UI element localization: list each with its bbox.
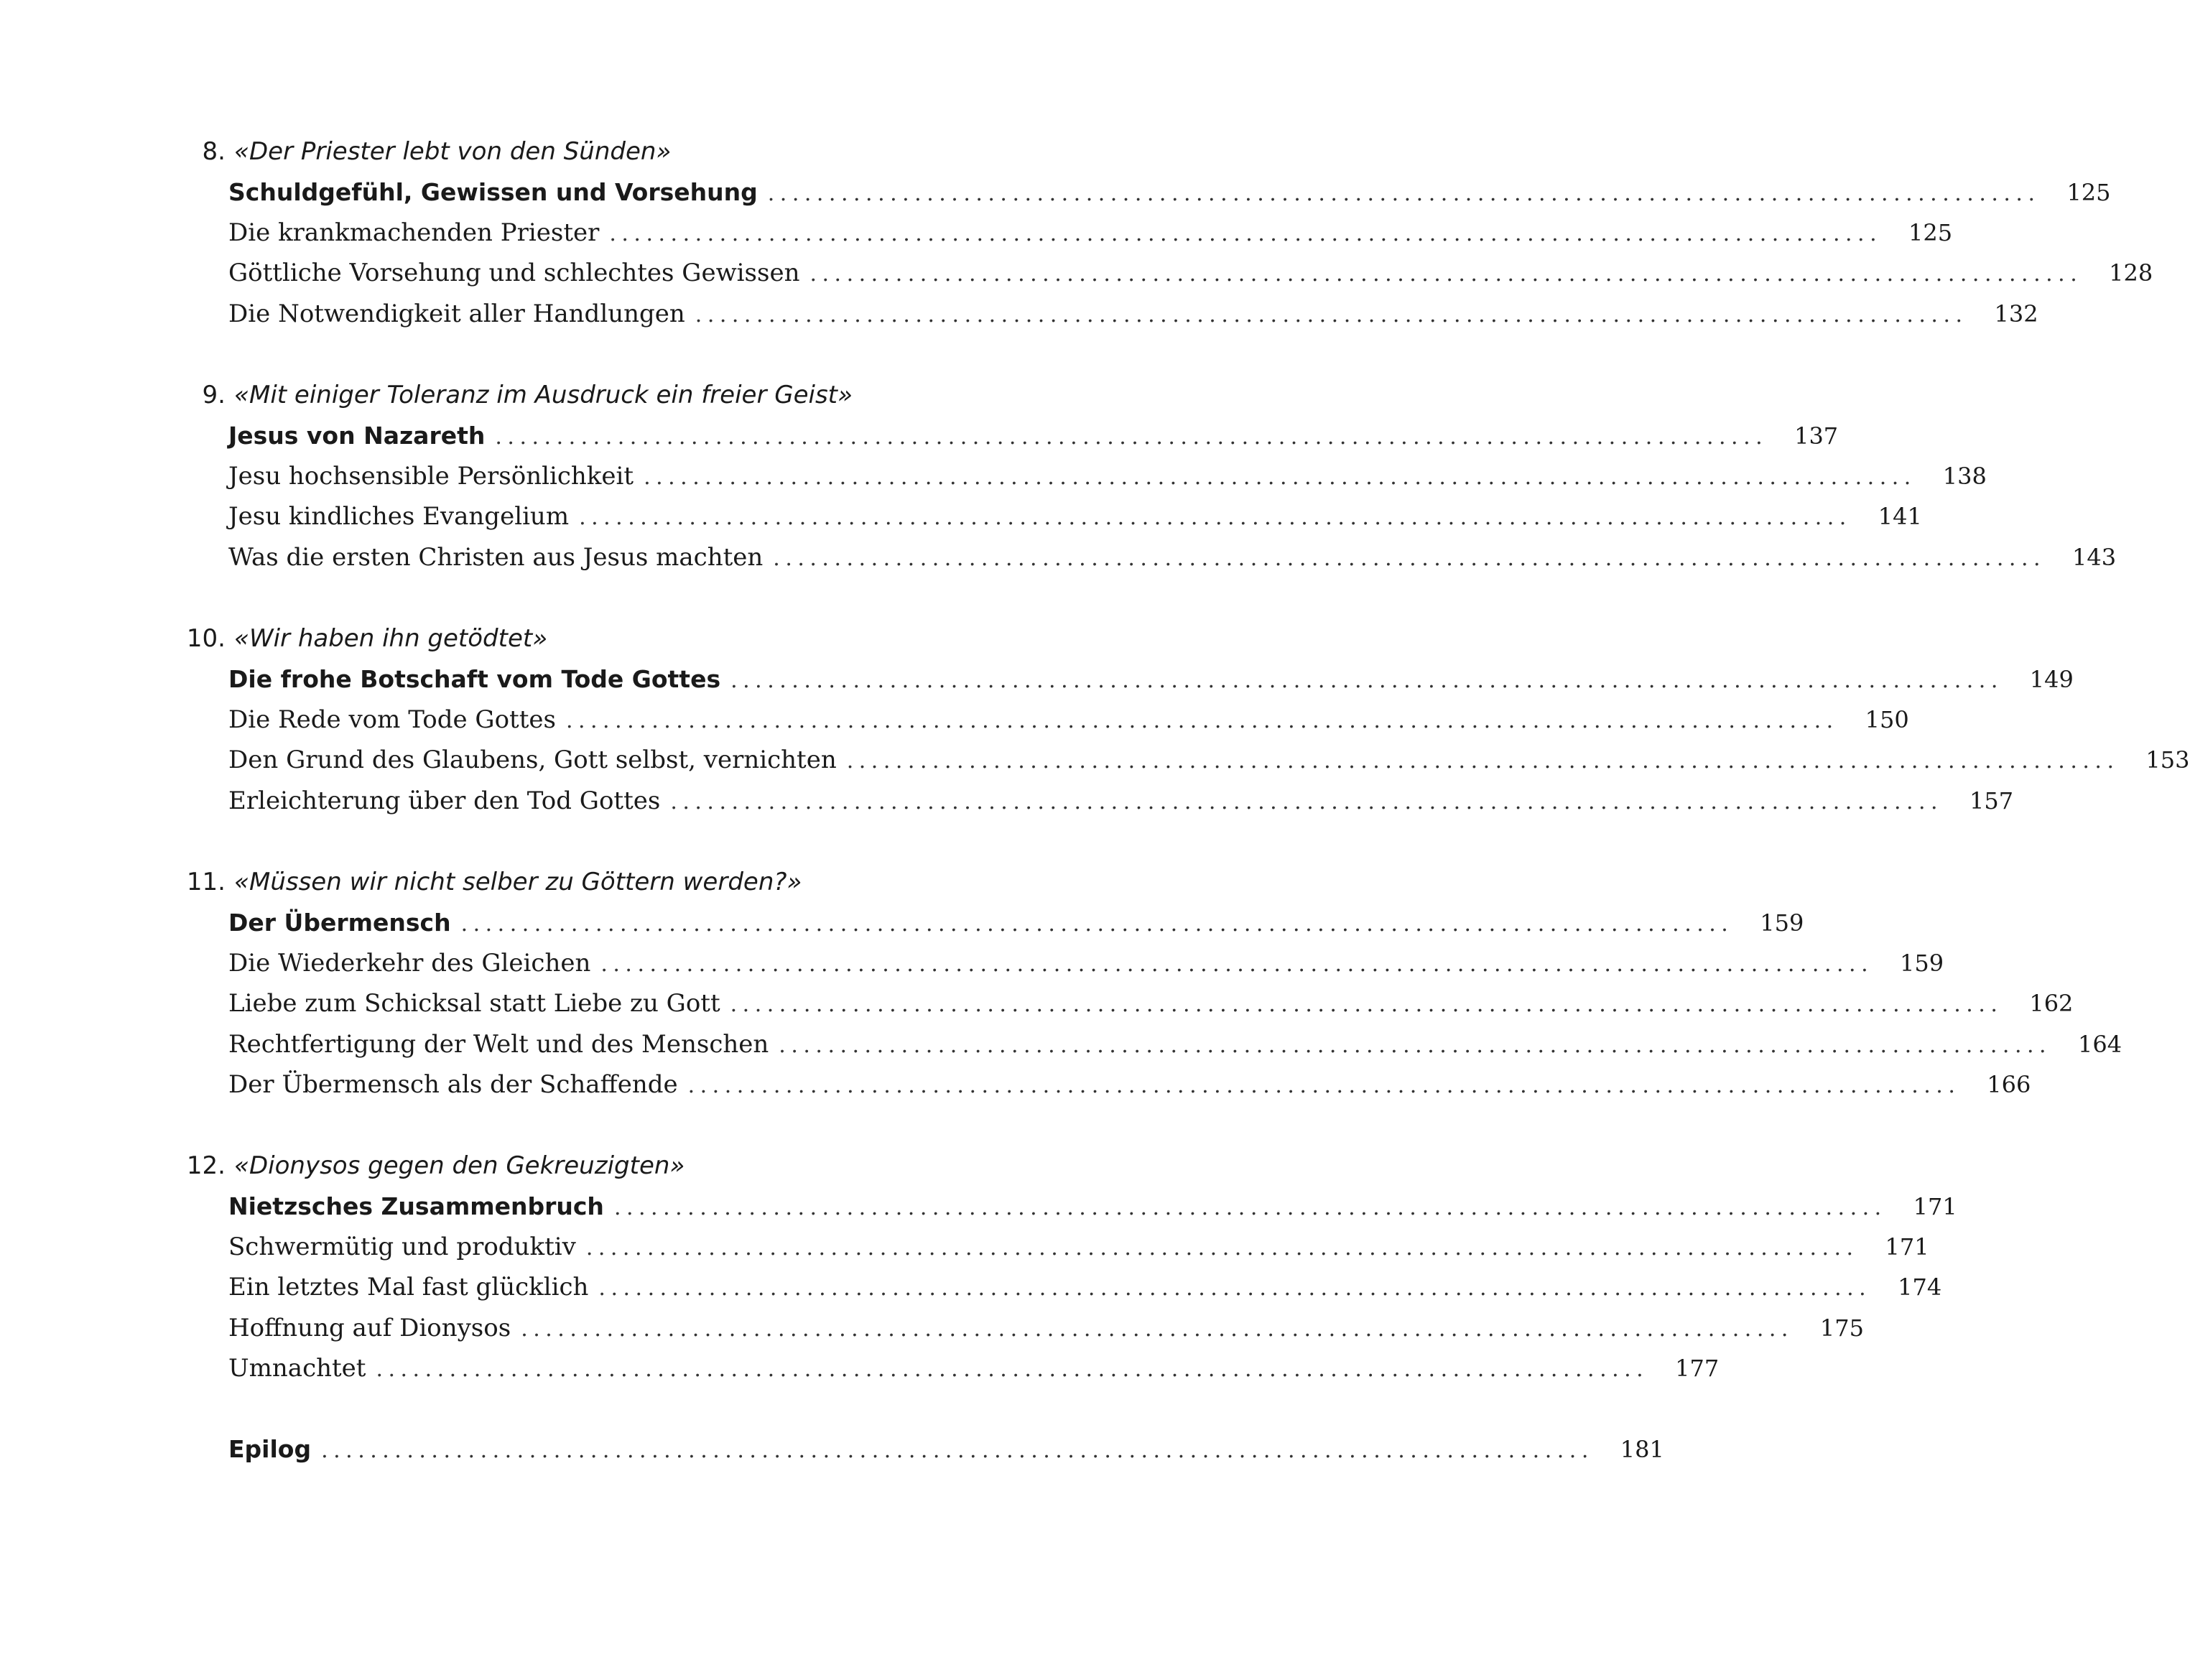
page-number: 181 <box>1620 1436 1664 1463</box>
chapter-title: «Mit einiger Toleranz im Ausdruck ein freier Geist» <box>234 381 853 409</box>
page-number: 138 <box>1942 463 1987 490</box>
dot-leader: ........................................................................................................ <box>809 261 2083 287</box>
page-number: 159 <box>1760 909 1804 937</box>
page-number: 150 <box>1865 706 1909 733</box>
dot-leader: ........................................................................................................ <box>460 911 1734 937</box>
page-number: 157 <box>1969 787 2014 815</box>
toc-entry <box>228 1187 1957 1227</box>
toc-entry <box>228 700 1909 740</box>
page-number: 174 <box>1898 1273 1942 1301</box>
dot-leader: ........................................................................................................ <box>579 505 1852 530</box>
toc-entry-epilog <box>228 1429 1664 1470</box>
page-number: 177 <box>1675 1355 1720 1382</box>
dot-leader: ........................................................................................................ <box>376 1357 1649 1382</box>
chapter-heading <box>0 1146 1188 1186</box>
dot-leader: ........................................................................................................ <box>321 1438 1594 1463</box>
dot-leader: ........................................................................................................ <box>670 789 1944 815</box>
entry-label: Liebe zum Schicksal statt Liebe zu Gott <box>228 989 720 1018</box>
chapter-title: «Wir haben ihn getödtet» <box>234 624 548 653</box>
dot-leader: ........................................................................................................ <box>521 1317 1794 1342</box>
dot-leader: ........................................................................................................ <box>565 708 1839 733</box>
page-number: 125 <box>1908 219 1953 246</box>
entry-label: Hoffnung auf Dionysos <box>228 1314 511 1342</box>
page-number: 164 <box>2077 1031 2122 1058</box>
chapter-title: «Der Priester lebt von den Sünden» <box>234 137 672 166</box>
toc-entry <box>228 416 1839 456</box>
dot-leader: ........................................................................................................ <box>609 221 1883 246</box>
entry-label: Die frohe Botschaft vom Tode Gottes <box>228 665 721 693</box>
entry-label: Rechtfertigung der Welt und des Menschen <box>228 1030 769 1059</box>
entry-label: Nietzsches Zusammenbruch <box>228 1192 604 1220</box>
dot-leader: ........................................................................................................ <box>779 1033 2052 1058</box>
dot-leader: ........................................................................................................ <box>598 1276 1872 1301</box>
toc-entry <box>228 903 1804 943</box>
page-number: 153 <box>2145 746 2190 774</box>
entry-label: Die Rede vom Tode Gottes <box>228 705 556 734</box>
entry-label: Was die ersten Christen aus Jesus machten <box>228 543 764 572</box>
page-number: 143 <box>2071 544 2117 571</box>
toc-entry <box>228 659 2074 700</box>
chapter-number: 8. <box>202 137 226 166</box>
dot-leader: ........................................................................................................ <box>495 424 1768 450</box>
entry-label: Schuldgefühl, Gewissen und Vorsehung <box>228 178 758 206</box>
dot-leader: ........................................................................................................ <box>730 992 2003 1017</box>
toc-entry <box>228 537 2117 577</box>
toc-entry <box>228 1227 1929 1267</box>
dot-leader: ........................................................................................................ <box>846 748 2120 774</box>
toc-entry <box>228 943 1944 983</box>
chapter-number: 11. <box>186 868 226 896</box>
chapter-number: 12. <box>186 1151 226 1180</box>
chapter-title: «Müssen wir nicht selber zu Göttern werden?» <box>234 868 802 896</box>
page-number: 171 <box>1913 1193 1957 1220</box>
chapter-number: 10. <box>186 624 226 653</box>
page-number: 166 <box>1987 1071 2031 1098</box>
dot-leader: ........................................................................................................ <box>600 952 1874 977</box>
dot-leader: ........................................................................................................ <box>613 1195 1887 1220</box>
chapter-title: «Dionysos gegen den Gekreuzigten» <box>234 1151 685 1180</box>
toc-entry <box>228 1024 2122 1064</box>
dot-leader: ........................................................................................................ <box>644 465 1916 490</box>
entry-label: Jesu kindliches Evangelium <box>228 502 570 531</box>
toc-entry <box>228 740 2190 780</box>
chapter-number: 9. <box>202 381 226 409</box>
dot-leader: ........................................................................................................ <box>730 668 2003 693</box>
page-number: 128 <box>2109 259 2153 287</box>
chapter-heading <box>0 131 1188 172</box>
page-number: 175 <box>1819 1314 1864 1342</box>
toc-entry <box>228 172 2111 213</box>
entry-label: Die Notwendigkeit aller Handlungen <box>228 300 685 328</box>
page-number: 171 <box>1885 1233 1929 1261</box>
entry-label: Erleichterung über den Tod Gottes <box>228 786 661 815</box>
entry-label: Die Wiederkehr des Gleichen <box>228 949 591 978</box>
entry-label: Jesus von Nazareth <box>228 422 486 450</box>
toc-entry <box>228 983 2074 1024</box>
toc-entry <box>228 1267 1942 1307</box>
toc-entry <box>228 1348 1720 1388</box>
page-number: 149 <box>2029 666 2074 693</box>
dot-leader: ........................................................................................................ <box>773 546 2046 571</box>
toc-entry <box>228 213 1953 253</box>
toc-entry <box>228 781 2014 821</box>
dot-leader: ........................................................................................................ <box>687 1073 1961 1098</box>
page-number: 162 <box>2029 990 2074 1017</box>
entry-label: Schwermütig und produktiv <box>228 1233 576 1261</box>
page-number: 159 <box>1900 950 1944 977</box>
chapter-heading <box>0 618 1188 659</box>
entry-label: Ein letztes Mal fast glücklich <box>228 1273 589 1301</box>
toc-entry <box>228 496 1922 537</box>
toc-entry <box>228 1308 1864 1348</box>
page-number: 137 <box>1794 422 1839 450</box>
page-number: 132 <box>1994 300 2038 328</box>
toc-entry <box>228 294 2038 334</box>
dot-leader: ........................................................................................................ <box>695 302 1968 328</box>
entry-label: Epilog <box>228 1435 312 1463</box>
chapter-heading <box>0 862 1188 902</box>
dot-leader: ........................................................................................................ <box>767 181 2041 206</box>
entry-label: Umnachtet <box>228 1354 366 1383</box>
toc-entry <box>228 1064 2031 1105</box>
dot-leader: ........................................................................................................ <box>585 1235 1859 1261</box>
entry-label: Jesu hochsensible Persönlichkeit <box>228 462 634 491</box>
entry-label: Der Übermensch als der Schaffende <box>228 1070 678 1099</box>
toc-entry <box>228 253 2153 293</box>
toc-entry <box>228 456 1987 496</box>
entry-label: Der Übermensch <box>228 909 451 937</box>
entry-label: Die krankmachenden Priester <box>228 218 600 247</box>
chapter-heading <box>0 375 1188 415</box>
page-number: 125 <box>2066 179 2111 206</box>
entry-label: Göttliche Vorsehung und schlechtes Gewissen <box>228 259 800 287</box>
entry-label: Den Grund des Glaubens, Gott selbst, vernichten <box>228 746 837 774</box>
page-number: 141 <box>1878 503 1922 530</box>
